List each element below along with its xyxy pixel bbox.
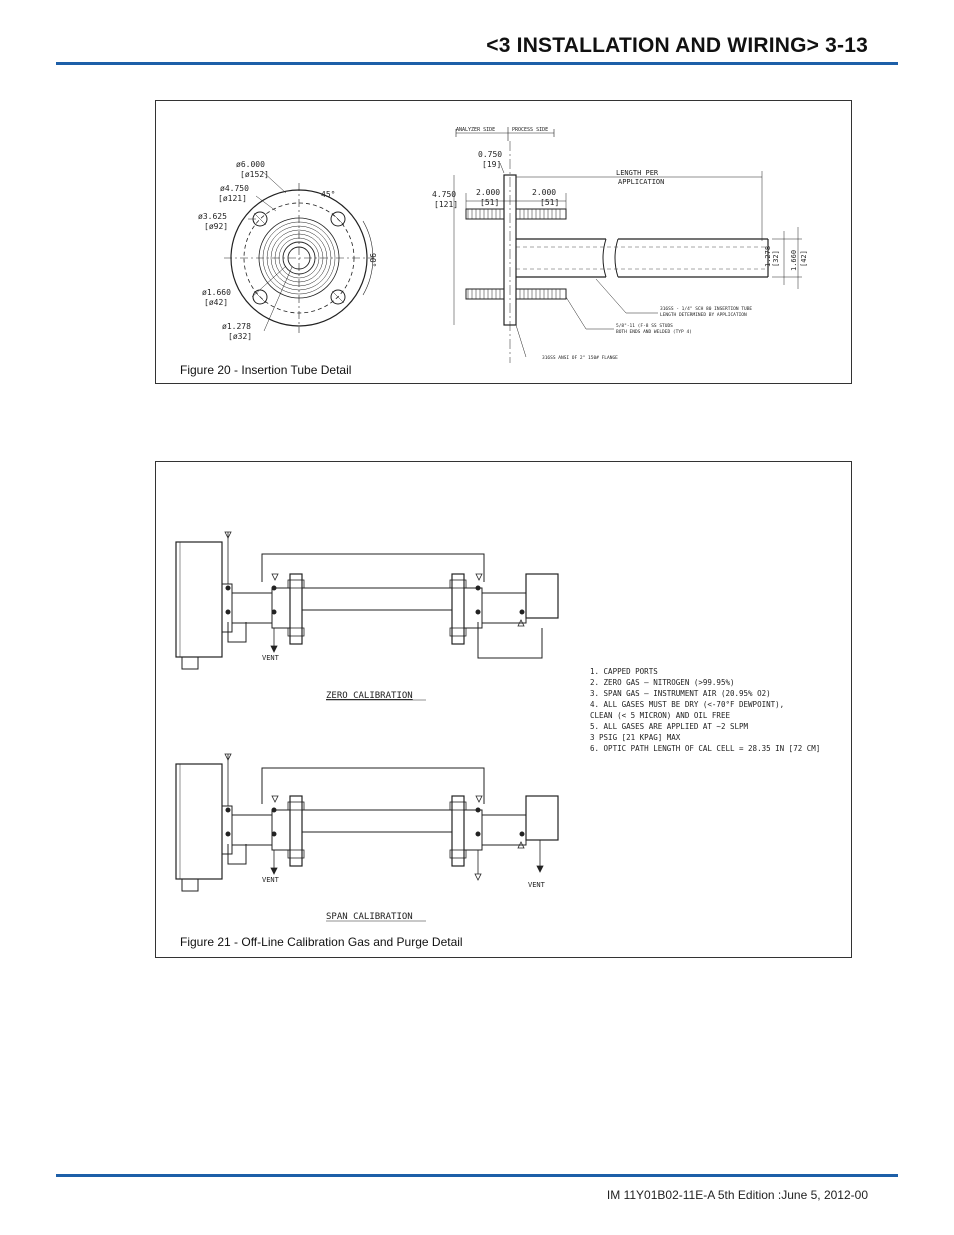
- dim-1660-bore: ø1.660: [202, 288, 231, 297]
- dim-2000-left-metric: [51]: [480, 198, 500, 207]
- dim-0750-metric: [19]: [482, 160, 502, 169]
- note-6: 6. OPTIC PATH LENGTH OF CAL CELL = 28.35 IN [72 CM]: [590, 744, 821, 753]
- note-4: 4. ALL GASES MUST BE DRY (<-70°F DEWPOINT),: [590, 700, 785, 709]
- span-vent-right-label: VENT: [528, 881, 545, 889]
- dim-2000-right-metric: [51]: [540, 198, 560, 207]
- note-5: 5. ALL GASES ARE APPLIED AT ~2 SLPM: [590, 722, 749, 731]
- dim-3625-metric: [ø92]: [204, 222, 229, 231]
- figure-21-calibration: [155, 461, 852, 958]
- note-studs-line1: 5/8"-11 (F-8 SS STUDS: [616, 324, 673, 329]
- figure-20-insertion-tube: [155, 100, 852, 384]
- length-per-label: LENGTH PER: [616, 169, 659, 177]
- note-tube-line1: 316SS - 1/4" SCH 80 INSERTION TUBE: [660, 307, 753, 312]
- application-label: APPLICATION: [618, 178, 665, 186]
- note-5b: 3 PSIG [21 KPAG] MAX: [590, 733, 681, 742]
- dim-0750: 0.750: [478, 150, 503, 159]
- note-flange: 316SS ANSI OF 2" 150# FLANGE: [542, 356, 618, 361]
- figure-21-caption: Figure 21 - Off-Line Calibration Gas and Purge Detail: [180, 935, 463, 949]
- dim-4750-height-metric: [121]: [434, 200, 459, 209]
- dim-6000-metric: [ø152]: [240, 170, 269, 179]
- dim-1660-bore-metric: [ø42]: [204, 298, 229, 307]
- span-calibration-assembly: [176, 754, 558, 891]
- dim-1278-bore: ø1.278: [222, 322, 251, 331]
- dim-1660-metric: [42]: [800, 250, 808, 267]
- dim-2000-right: 2.000: [532, 188, 557, 197]
- dim-1278-bore-metric: [ø32]: [228, 332, 253, 341]
- note-studs-line2: BOTH ENDS AND WELDED (TYP 4): [616, 330, 692, 335]
- analyzer-side-label: ANALYZER SIDE: [456, 127, 496, 133]
- note-3: 3. SPAN GAS – INSTRUMENT AIR (20.95% O2): [590, 689, 771, 698]
- dim-4750-pcd-metric: [ø121]: [218, 194, 247, 203]
- zero-calibration-assembly: [176, 532, 558, 669]
- note-2: 2. ZERO GAS – NITROGEN (>99.95%): [590, 678, 735, 687]
- note-4b: CLEAN (< 5 MICRON) AND OIL FREE: [590, 711, 730, 720]
- angle-45-label: 45°: [321, 190, 336, 199]
- note-1: 1. CAPPED PORTS: [590, 667, 658, 676]
- zero-vent-label: VENT: [262, 654, 279, 662]
- page-title: <3 INSTALLATION AND WIRING> 3-13: [486, 34, 868, 57]
- dim-4750-height: 4.750: [432, 190, 457, 199]
- dim-1278: 1.278: [764, 245, 772, 267]
- dim-1660: 1.660: [790, 249, 798, 271]
- dim-2000-left: 2.000: [476, 188, 501, 197]
- note-tube-line2: LENGTH DETERMINED BY APPLICATION: [660, 313, 747, 318]
- process-side-label: PROCESS SIDE: [512, 127, 549, 133]
- figure-20-caption: Figure 20 - Insertion Tube Detail: [180, 363, 352, 377]
- footer-doc-id: IM 11Y01B02-11E-A 5th Edition :June 5, 2012-00: [606, 1188, 868, 1202]
- calibration-notes: [590, 667, 820, 753]
- zero-calibration-title: ZERO CALIBRATION: [326, 691, 413, 701]
- header-divider: [56, 62, 898, 65]
- span-calibration-title: SPAN CALIBRATION: [326, 912, 413, 922]
- footer-divider: [56, 1174, 898, 1177]
- dim-1278-metric: [32]: [772, 250, 780, 267]
- calibration-drawing: [156, 462, 851, 957]
- insertion-tube-drawing: [156, 101, 851, 383]
- dim-4750-pcd: ø4.750: [220, 184, 249, 193]
- angle-90-label: 90°: [368, 253, 377, 268]
- dim-6000: ø6.000: [236, 160, 265, 169]
- span-vent-left-label: VENT: [262, 876, 279, 884]
- dim-3625: ø3.625: [198, 212, 227, 221]
